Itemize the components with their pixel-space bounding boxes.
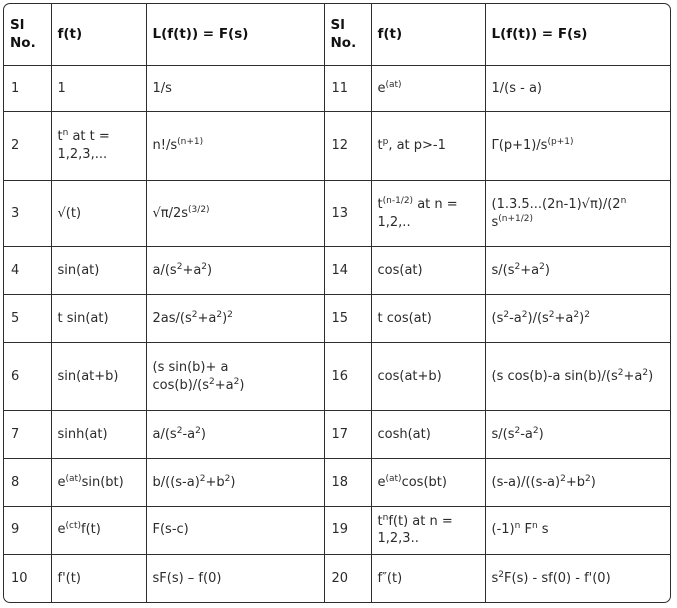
table-row <box>4 554 670 602</box>
serial-number-cell: 4 <box>4 247 51 295</box>
superscript: 2 <box>224 473 231 484</box>
header-f-of-t: f(t) <box>51 4 146 65</box>
header-laplace: L(f(t)) = F(s) <box>485 4 670 65</box>
superscript: (at) <box>65 473 82 484</box>
transform-cell: $s/(s^2+a^2)$ <box>485 247 670 295</box>
serial-number-cell: 20 <box>324 554 371 602</box>
serial-number-cell: 11 <box>324 65 371 112</box>
superscript: n <box>514 521 521 532</box>
superscript: 2 <box>539 261 545 272</box>
function-cell: sinh(at) <box>51 411 146 459</box>
function-cell: $t^p$, at p>-1 <box>371 112 485 181</box>
transform-cell: 1/(s - a) <box>485 65 670 112</box>
superscript: 2 <box>584 309 590 320</box>
function-cell: $e^{(at)}\cos(bt)$ <box>371 459 485 507</box>
header-row <box>4 4 670 65</box>
superscript: 2 <box>521 309 528 320</box>
superscript: (n-1/2) <box>382 195 414 206</box>
superscript: n <box>620 195 627 206</box>
serial-number-cell: 17 <box>324 411 371 459</box>
serial-number-cell: 6 <box>4 342 51 411</box>
transform-cell: $s/(s^2-a^2)$ <box>485 411 670 459</box>
function-cell: √(t) <box>51 180 146 246</box>
superscript: (3/2) <box>188 204 210 215</box>
function-cell: cos(at) <box>371 247 485 295</box>
superscript: 2 <box>176 425 183 436</box>
transform-cell: sF(s) – f(0) <box>146 554 324 602</box>
serial-number-cell: 9 <box>4 506 51 554</box>
transform-cell: $a/(s^2-a^2)$ <box>146 411 324 459</box>
function-cell: $e^{(at)}$ <box>371 65 485 112</box>
transform-cell: (s cos(b)-a $\sin(b)/(s^2+a^2)$ <box>485 342 670 411</box>
function-cell: cos(at+b) <box>371 342 485 411</box>
transform-cell: (1.3.5...(2n-1)√π)/(2$^n$ $s^{(n+1/2)}$ <box>485 180 670 246</box>
function-cell: $e^{(ct)}f(t)$ <box>51 506 146 554</box>
superscript: 2 <box>642 367 649 378</box>
superscript: 2 <box>498 569 505 580</box>
superscript: 2 <box>191 309 198 320</box>
table-row <box>4 459 670 507</box>
superscript: 2 <box>573 309 580 320</box>
transform-cell: $a/(s^2+a^2)$ <box>146 247 324 295</box>
function-cell: sin(at) <box>51 247 146 295</box>
superscript: 2 <box>216 309 223 320</box>
superscript: 2 <box>209 376 215 387</box>
superscript: (n+1/2) <box>498 213 534 224</box>
superscript: 2 <box>617 367 624 378</box>
table-row <box>4 112 670 181</box>
superscript: (p+1) <box>547 137 574 148</box>
serial-number-cell: 5 <box>4 295 51 343</box>
transform-cell: $(s^2-a^2)/(s^2+a^2)^2$ <box>485 295 670 343</box>
function-cell: 1 <box>51 65 146 112</box>
superscript: n <box>531 521 538 532</box>
table-row <box>4 411 670 459</box>
superscript: n <box>382 512 389 523</box>
header-laplace: L(f(t)) = F(s) <box>146 4 324 65</box>
table-body <box>4 65 670 602</box>
laplace-table-frame <box>3 3 671 603</box>
serial-number-cell: 3 <box>4 180 51 246</box>
serial-number-cell: 8 <box>4 459 51 507</box>
function-cell: $t^n$ at t = 1,2,3,... <box>51 112 146 181</box>
header-sl-no: Sl No. <box>4 4 51 65</box>
superscript: (at) <box>385 79 402 90</box>
transform-cell: F(s-c) <box>146 506 324 554</box>
transform-cell: $(s-a)/((s-a)^2+b^2)$ <box>485 459 670 507</box>
serial-number-cell: 16 <box>324 342 371 411</box>
serial-number-cell: 10 <box>4 554 51 602</box>
serial-number-cell: 12 <box>324 112 371 181</box>
transform-cell: $\Gamma(p+1)/s^{(p+1)}$ <box>485 112 670 181</box>
serial-number-cell: 7 <box>4 411 51 459</box>
superscript: 2 <box>514 261 521 272</box>
superscript: 2 <box>176 261 183 272</box>
function-cell: t sin(at) <box>51 295 146 343</box>
superscript: 2 <box>199 473 206 484</box>
superscript: 2 <box>585 473 591 484</box>
function-cell: $e^{(at)}\sin(bt)$ <box>51 459 146 507</box>
serial-number-cell: 15 <box>324 295 371 343</box>
superscript: 2 <box>233 376 240 387</box>
superscript: p <box>382 137 389 148</box>
function-cell: f″(t) <box>371 554 485 602</box>
superscript: 2 <box>560 473 566 484</box>
serial-number-cell: 19 <box>324 506 371 554</box>
serial-number-cell: 1 <box>4 65 51 112</box>
function-cell: sin(at+b) <box>51 342 146 411</box>
transform-cell: $n!/s^{(n+1)}$ <box>146 112 324 181</box>
serial-number-cell: 2 <box>4 112 51 181</box>
transform-cell: 1/s <box>146 65 324 112</box>
superscript: 2 <box>195 425 201 436</box>
table-row <box>4 65 670 112</box>
function-cell: f'(t) <box>51 554 146 602</box>
header-f-of-t: f(t) <box>371 4 485 65</box>
superscript: 2 <box>548 309 555 320</box>
function-cell: $t^{(n-1/2)}$ at n = 1,2,.. <box>371 180 485 246</box>
function-cell: $t^nf(t)$ at n = 1,2,3.. <box>371 506 485 554</box>
table-row <box>4 295 670 343</box>
superscript: 2 <box>503 309 510 320</box>
transform-cell: $2as/(s^2+a^2)^2$ <box>146 295 324 343</box>
superscript: 2 <box>532 425 539 436</box>
superscript: 2 <box>201 261 208 272</box>
table-row <box>4 247 670 295</box>
function-cell: t cos(at) <box>371 295 485 343</box>
superscript: (at) <box>385 473 402 484</box>
table-row <box>4 342 670 411</box>
transform-cell: $b/((s-a)^2+b^2)$ <box>146 459 324 507</box>
table-row <box>4 180 670 246</box>
superscript: n <box>62 128 69 139</box>
transform-cell: $s^2F(s) - sf(0) - f'(0)$ <box>485 554 670 602</box>
function-cell: cosh(at) <box>371 411 485 459</box>
superscript: 2 <box>514 425 521 436</box>
laplace-transform-table <box>4 4 670 602</box>
serial-number-cell: 13 <box>324 180 371 246</box>
superscript: (n+1) <box>177 137 204 148</box>
superscript: 2 <box>227 309 233 320</box>
serial-number-cell: 14 <box>324 247 371 295</box>
table-row <box>4 506 670 554</box>
superscript: (ct) <box>65 521 81 532</box>
transform-cell: (s sin(b)+ a $\cos(b)/(s^2+a^2)$ <box>146 342 324 411</box>
header-sl-no: Sl No. <box>324 4 371 65</box>
serial-number-cell: 18 <box>324 459 371 507</box>
transform-cell: $(-1)^n$ $F^n$ s <box>485 506 670 554</box>
transform-cell: $√\pi/2s^{(3/2)}$ <box>146 180 324 246</box>
